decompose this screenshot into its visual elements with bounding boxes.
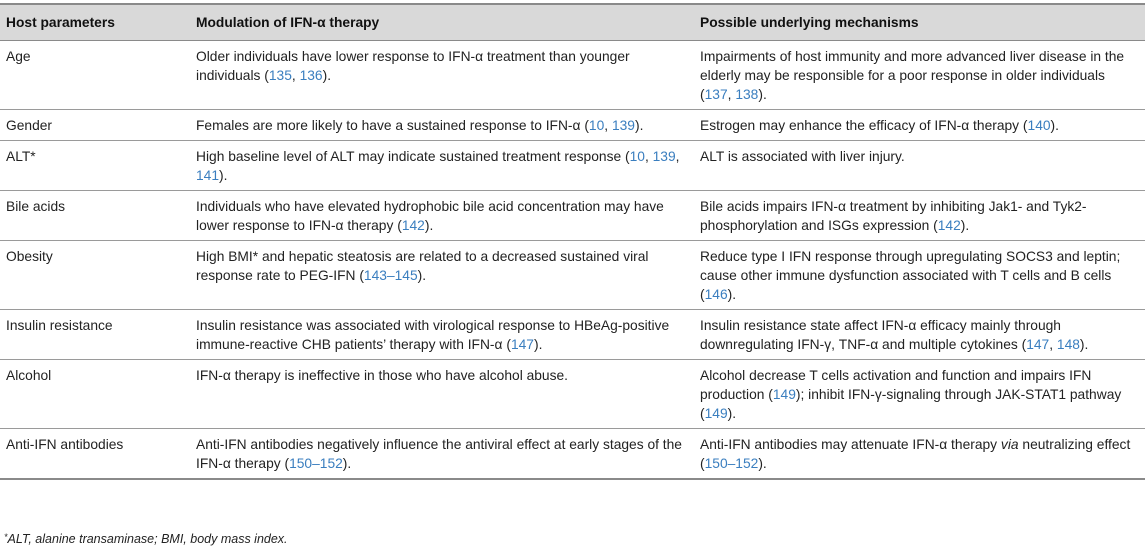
cell-text: IFN-α therapy is ineffective in those who have alcohol abuse. — [196, 368, 569, 383]
cell-text: ). — [1079, 337, 1089, 352]
cell-text: Insulin resistance was associated with virological response to HBeAg-positive immune-reactive CHB patients’ therapy with IFN-α ( — [196, 318, 670, 352]
column-header-host-parameters: Host parameters — [0, 4, 190, 41]
cell-text: , — [644, 149, 653, 164]
cell-text: ). — [424, 218, 434, 233]
reference-link[interactable]: 139 — [652, 149, 676, 164]
cell-text: ALT is associated with liver injury. — [700, 149, 905, 164]
reference-link[interactable]: 141 — [196, 168, 220, 183]
cell-text: Insulin resistance state affect IFN-α efficacy mainly through downregulating IFN-γ, TNF-α and multiple cytokines ( — [700, 318, 1061, 352]
cell-text: ). — [322, 68, 332, 83]
cell-mechanism — [694, 191, 1145, 241]
cell-host-parameter: Age — [0, 41, 190, 110]
cell-modulation — [190, 360, 694, 429]
cell-host-parameter: Obesity — [0, 241, 190, 310]
cell-text: Impairments of host immunity and more advanced liver disease in the elderly may be responsible for a poor response in older individuals ( — [700, 49, 1125, 102]
reference-link[interactable]: 139 — [611, 118, 635, 133]
reference-link[interactable]: 10 — [588, 118, 605, 133]
reference-link[interactable]: 137 — [704, 87, 728, 102]
cell-mechanism — [694, 141, 1145, 191]
cell-text: , — [291, 68, 300, 83]
column-header-modulation: Modulation of IFN-α therapy — [190, 4, 694, 41]
cell-text: ). — [727, 287, 737, 302]
cell-text: High baseline level of ALT may indicate sustained treatment response ( — [196, 149, 630, 164]
table-row — [0, 429, 1145, 480]
cell-modulation — [190, 141, 694, 191]
cell-text: Older individuals have lower response to IFN-α treatment than younger individuals ( — [196, 49, 630, 83]
cell-modulation — [190, 310, 694, 360]
cell-host-parameter: ALT* — [0, 141, 190, 191]
reference-link[interactable]: 143–145 — [363, 268, 418, 283]
table-row — [0, 360, 1145, 429]
cell-text: ). — [727, 406, 737, 421]
reference-link[interactable]: 149 — [704, 406, 728, 421]
cell-text: , — [604, 118, 612, 133]
cell-mechanism — [694, 241, 1145, 310]
cell-modulation — [190, 429, 694, 480]
cell-mechanism — [694, 310, 1145, 360]
table-row — [0, 310, 1145, 360]
reference-link[interactable]: 10 — [629, 149, 645, 164]
cell-text: ). — [533, 337, 543, 352]
table-row — [0, 41, 1145, 110]
cell-text: ). — [342, 456, 352, 471]
reference-link[interactable]: 150–152 — [704, 456, 759, 471]
cell-text: , — [727, 87, 736, 102]
footnote-text: ALT, alanine transaminase; BMI, body mass index. — [7, 532, 288, 546]
cell-text: ). — [758, 456, 767, 471]
cell-host-parameter: Insulin resistance — [0, 310, 190, 360]
reference-link[interactable]: 138 — [735, 87, 759, 102]
cell-text: Anti-IFN antibodies negatively influence the antiviral effect at early stages of the IFN-α therapy ( — [196, 437, 682, 471]
cell-text: Reduce type I IFN response through upregulating SOCS3 and leptin; cause other immune dysfunction associated with T cells and B cells ( — [700, 249, 1121, 302]
cell-mechanism — [694, 360, 1145, 429]
cell-text: ). — [219, 168, 228, 183]
reference-link[interactable]: 136 — [299, 68, 323, 83]
cell-text: ); inhibit IFN-γ-signaling through JAK-STAT1 pathway ( — [700, 387, 1122, 421]
cell-host-parameter: Gender — [0, 110, 190, 141]
italic-text: via — [1000, 437, 1019, 452]
reference-link[interactable]: 148 — [1056, 337, 1080, 352]
reference-link[interactable]: 142 — [937, 218, 961, 233]
reference-link[interactable]: 140 — [1027, 118, 1051, 133]
cell-mechanism — [694, 110, 1145, 141]
reference-link[interactable]: 147 — [510, 337, 534, 352]
cell-text: Estrogen may enhance the efficacy of IFN-α therapy ( — [700, 118, 1028, 133]
cell-modulation — [190, 110, 694, 141]
cell-text: neutralizing effect ( — [700, 437, 1131, 471]
cell-text: , — [675, 149, 680, 164]
cell-text: ). — [417, 268, 427, 283]
reference-link[interactable]: 146 — [704, 287, 728, 302]
table-row — [0, 110, 1145, 141]
host-parameters-table — [0, 3, 1145, 480]
reference-link[interactable]: 135 — [268, 68, 292, 83]
table-row — [0, 241, 1145, 310]
cell-text: Anti-IFN antibodies may attenuate IFN-α therapy — [700, 437, 1001, 452]
reference-link[interactable]: 149 — [772, 387, 796, 402]
table-body — [0, 41, 1145, 480]
reference-link[interactable]: 150–152 — [289, 456, 343, 471]
reference-link[interactable]: 142 — [401, 218, 425, 233]
cell-text: Individuals who have elevated hydrophobic bile acid concentration may have lower response to IFN-α therapy ( — [196, 199, 664, 233]
cell-text: ). — [960, 218, 970, 233]
cell-text: Alcohol decrease T cells activation and function and impairs IFN production ( — [700, 368, 1092, 402]
cell-text: High BMI* and hepatic steatosis are related to a decreased sustained viral response rate to PEG-IFN ( — [196, 249, 649, 283]
cell-host-parameter: Anti-IFN antibodies — [0, 429, 190, 480]
cell-host-parameter: Bile acids — [0, 191, 190, 241]
reference-link[interactable]: 147 — [1026, 337, 1050, 352]
cell-mechanism — [694, 429, 1145, 480]
table-row — [0, 141, 1145, 191]
table-header-row — [0, 4, 1145, 41]
cell-text: ). — [758, 87, 767, 102]
cell-text: , — [1049, 337, 1057, 352]
table-footnote — [4, 532, 288, 546]
cell-text: Females are more likely to have a sustained response to IFN-α ( — [196, 118, 589, 133]
cell-text: ). — [1050, 118, 1059, 133]
footnote-mark: * — [4, 532, 8, 542]
column-header-mechanisms: Possible underlying mechanisms — [694, 4, 1145, 41]
cell-mechanism — [694, 41, 1145, 110]
cell-text: ). — [634, 118, 644, 133]
cell-modulation — [190, 41, 694, 110]
table-row — [0, 191, 1145, 241]
cell-modulation — [190, 191, 694, 241]
cell-text: Bile acids impairs IFN-α treatment by inhibiting Jak1- and Tyk2-phosphorylation and ISGs expression ( — [700, 199, 1087, 233]
cell-host-parameter: Alcohol — [0, 360, 190, 429]
cell-modulation — [190, 241, 694, 310]
